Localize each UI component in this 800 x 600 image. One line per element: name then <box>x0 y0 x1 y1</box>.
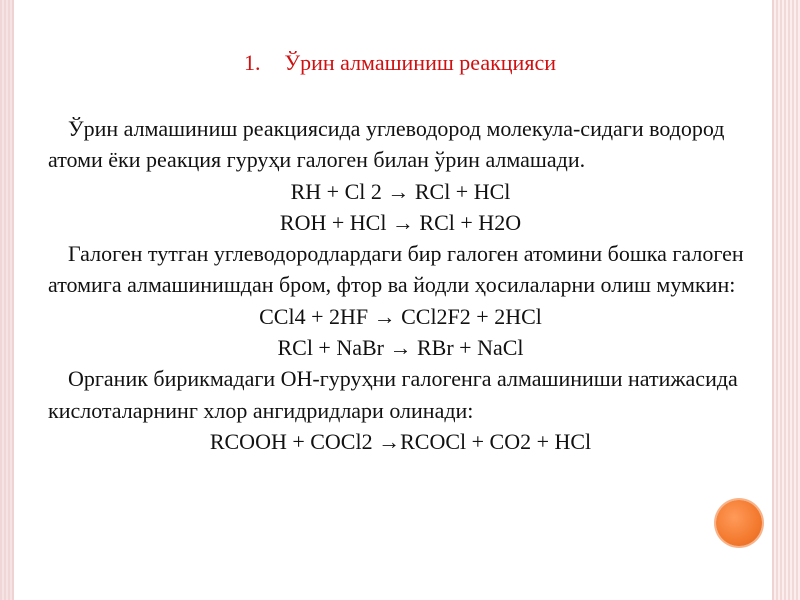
equation: RCOOH + COCl2 →RCOCl + CO2 + HCl <box>209 428 592 454</box>
title-text: Ўрин алмашиниш реакцияси <box>284 50 556 75</box>
paragraph-1: Ўрин алмашиниш реакциясида углеводород молекула-сидаги водород атоми ёки реакция гуруҳи галоген билан ўрин алмашади. <box>48 116 725 173</box>
paragraph-3: Органик бирикмадаги ОН-гуруҳни галогенга алмашиниши натижасида кислоталарнинг хлор ангидридлари олинади: <box>48 366 738 423</box>
equation: ROH + HCl → RCl + H2O <box>279 209 522 235</box>
decorative-circle-icon <box>716 500 762 546</box>
decorative-strip <box>772 0 800 600</box>
title-number: 1. <box>244 50 261 75</box>
paragraph-2: Галоген тутган углеводородлардаги бир галоген атомини бошка галоген атомига алмашинишдан бром, фтор ва йодли ҳосилаларни олиш мумкин: <box>48 241 744 298</box>
equation: RH + Cl 2 → RCl + HCl <box>290 178 511 204</box>
equation: RCl + NaBr → RBr + NaCl <box>277 335 524 361</box>
slide-body <box>48 113 753 457</box>
equation: CCl4 + 2HF → CCl2F2 + 2HCl <box>259 303 542 329</box>
slide-title <box>0 46 800 80</box>
